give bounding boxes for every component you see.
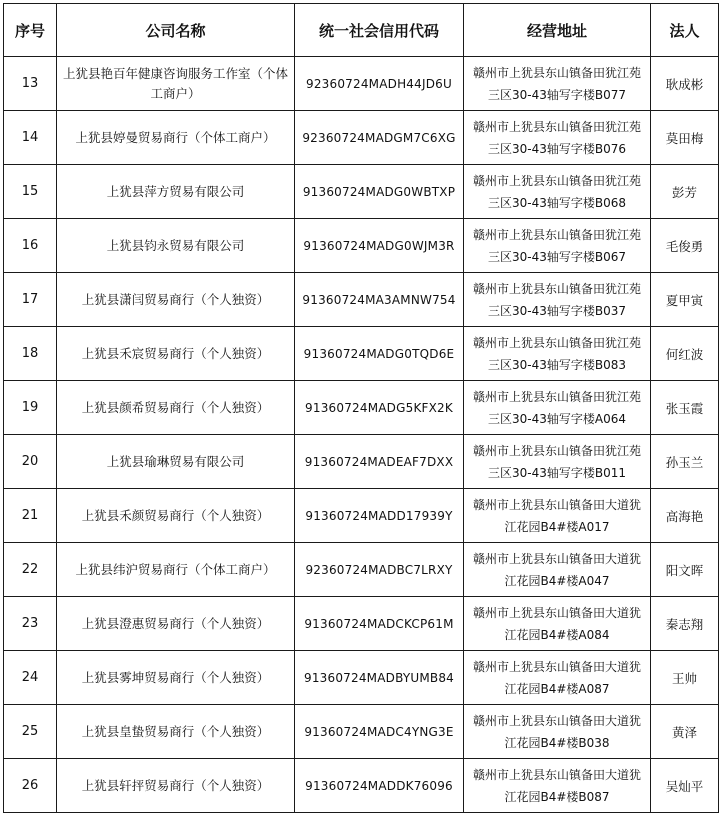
table-row <box>4 543 719 597</box>
row-credit-code: 91360724MADCKCP61M <box>295 597 464 651</box>
row-company-name: 上犹县潇闫贸易商行（个人独资） <box>57 273 295 327</box>
row-credit-code: 91360724MADG0TQD6E <box>295 327 464 381</box>
table-row <box>4 597 719 651</box>
table-row <box>4 435 719 489</box>
row-credit-code: 91360724MADG5KFX2K <box>295 381 464 435</box>
row-address: 赣州市上犹县东山镇备田大道犹江花园B4#楼A087 <box>464 651 651 705</box>
row-seq: 13 <box>4 57 57 111</box>
row-credit-code: 91360724MADG0WJM3R <box>295 219 464 273</box>
row-legal-person: 吴灿平 <box>651 759 719 813</box>
row-company-name: 上犹县萍方贸易有限公司 <box>57 165 295 219</box>
row-address: 赣州市上犹县东山镇备田大道犹江花园B4#楼B038 <box>464 705 651 759</box>
row-credit-code: 91360724MADG0WBTXP <box>295 165 464 219</box>
row-company-name: 上犹县颜希贸易商行（个人独资） <box>57 381 295 435</box>
row-legal-person: 高海艳 <box>651 489 719 543</box>
row-legal-person: 莫田梅 <box>651 111 719 165</box>
row-seq: 16 <box>4 219 57 273</box>
row-company-name: 上犹县瑜琳贸易有限公司 <box>57 435 295 489</box>
row-legal-person: 阳文晖 <box>651 543 719 597</box>
row-legal-person: 耿成彬 <box>651 57 719 111</box>
row-seq: 23 <box>4 597 57 651</box>
table-body <box>4 57 719 813</box>
row-address: 赣州市上犹县东山镇备田大道犹江花园B4#楼A047 <box>464 543 651 597</box>
row-address: 赣州市上犹县东山镇备田大道犹江花园B4#楼A017 <box>464 489 651 543</box>
row-legal-person: 毛俊勇 <box>651 219 719 273</box>
row-legal-person: 张玉霞 <box>651 381 719 435</box>
row-company-name: 上犹县禾颜贸易商行（个人独资） <box>57 489 295 543</box>
header-address: 经营地址 <box>464 4 651 57</box>
row-credit-code: 91360724MADC4YNG3E <box>295 705 464 759</box>
row-credit-code: 91360724MADBYUMB84 <box>295 651 464 705</box>
row-seq: 21 <box>4 489 57 543</box>
row-seq: 20 <box>4 435 57 489</box>
row-seq: 26 <box>4 759 57 813</box>
table-row <box>4 489 719 543</box>
row-company-name: 上犹县纬沪贸易商行（个体工商户） <box>57 543 295 597</box>
row-company-name: 上犹县轩抨贸易商行（个人独资） <box>57 759 295 813</box>
row-company-name: 上犹县雾坤贸易商行（个人独资） <box>57 651 295 705</box>
row-credit-code: 91360724MA3AMNW754 <box>295 273 464 327</box>
row-legal-person: 秦志翔 <box>651 597 719 651</box>
row-legal-person: 黄泽 <box>651 705 719 759</box>
row-company-name: 上犹县皇蛰贸易商行（个人独资） <box>57 705 295 759</box>
table-row <box>4 165 719 219</box>
row-company-name: 上犹县艳百年健康咨询服务工作室（个体工商户） <box>57 57 295 111</box>
row-address: 赣州市上犹县东山镇备田犹江苑三区30-43轴写字楼B083 <box>464 327 651 381</box>
row-seq: 22 <box>4 543 57 597</box>
company-table <box>3 3 719 813</box>
row-seq: 25 <box>4 705 57 759</box>
table-row <box>4 273 719 327</box>
header-seq: 序号 <box>4 4 57 57</box>
row-legal-person: 彭芳 <box>651 165 719 219</box>
table-row <box>4 219 719 273</box>
row-credit-code: 92360724MADH44JD6U <box>295 57 464 111</box>
table-row <box>4 651 719 705</box>
row-address: 赣州市上犹县东山镇备田犹江苑三区30-43轴写字楼B068 <box>464 165 651 219</box>
header-row <box>4 4 719 57</box>
row-address: 赣州市上犹县东山镇备田犹江苑三区30-43轴写字楼B037 <box>464 273 651 327</box>
table-row <box>4 381 719 435</box>
row-legal-person: 王帅 <box>651 651 719 705</box>
row-address: 赣州市上犹县东山镇备田犹江苑三区30-43轴写字楼B076 <box>464 111 651 165</box>
row-seq: 17 <box>4 273 57 327</box>
row-company-name: 上犹县澄惠贸易商行（个人独资） <box>57 597 295 651</box>
row-credit-code: 92360724MADBC7LRXY <box>295 543 464 597</box>
row-company-name: 上犹县钧永贸易有限公司 <box>57 219 295 273</box>
row-credit-code: 91360724MADD17939Y <box>295 489 464 543</box>
row-credit-code: 92360724MADGM7C6XG <box>295 111 464 165</box>
row-address: 赣州市上犹县东山镇备田大道犹江花园B4#楼A084 <box>464 597 651 651</box>
table-row <box>4 57 719 111</box>
table-row <box>4 327 719 381</box>
row-seq: 14 <box>4 111 57 165</box>
row-address: 赣州市上犹县东山镇备田犹江苑三区30-43轴写字楼A064 <box>464 381 651 435</box>
header-legal-person: 法人 <box>651 4 719 57</box>
header-credit-code: 统一社会信用代码 <box>295 4 464 57</box>
row-credit-code: 91360724MADDK76096 <box>295 759 464 813</box>
row-legal-person: 何红波 <box>651 327 719 381</box>
row-seq: 24 <box>4 651 57 705</box>
row-legal-person: 夏甲寅 <box>651 273 719 327</box>
table-row <box>4 705 719 759</box>
row-address: 赣州市上犹县东山镇备田犹江苑三区30-43轴写字楼B067 <box>464 219 651 273</box>
row-credit-code: 91360724MADEAF7DXX <box>295 435 464 489</box>
row-seq: 15 <box>4 165 57 219</box>
row-address: 赣州市上犹县东山镇备田大道犹江花园B4#楼B087 <box>464 759 651 813</box>
row-address: 赣州市上犹县东山镇备田犹江苑三区30-43轴写字楼B077 <box>464 57 651 111</box>
table-row <box>4 111 719 165</box>
row-seq: 19 <box>4 381 57 435</box>
row-company-name: 上犹县婷曼贸易商行（个体工商户） <box>57 111 295 165</box>
row-address: 赣州市上犹县东山镇备田犹江苑三区30-43轴写字楼B011 <box>464 435 651 489</box>
table-row <box>4 759 719 813</box>
row-legal-person: 孙玉兰 <box>651 435 719 489</box>
row-company-name: 上犹县禾宸贸易商行（个人独资） <box>57 327 295 381</box>
header-company-name: 公司名称 <box>57 4 295 57</box>
row-seq: 18 <box>4 327 57 381</box>
